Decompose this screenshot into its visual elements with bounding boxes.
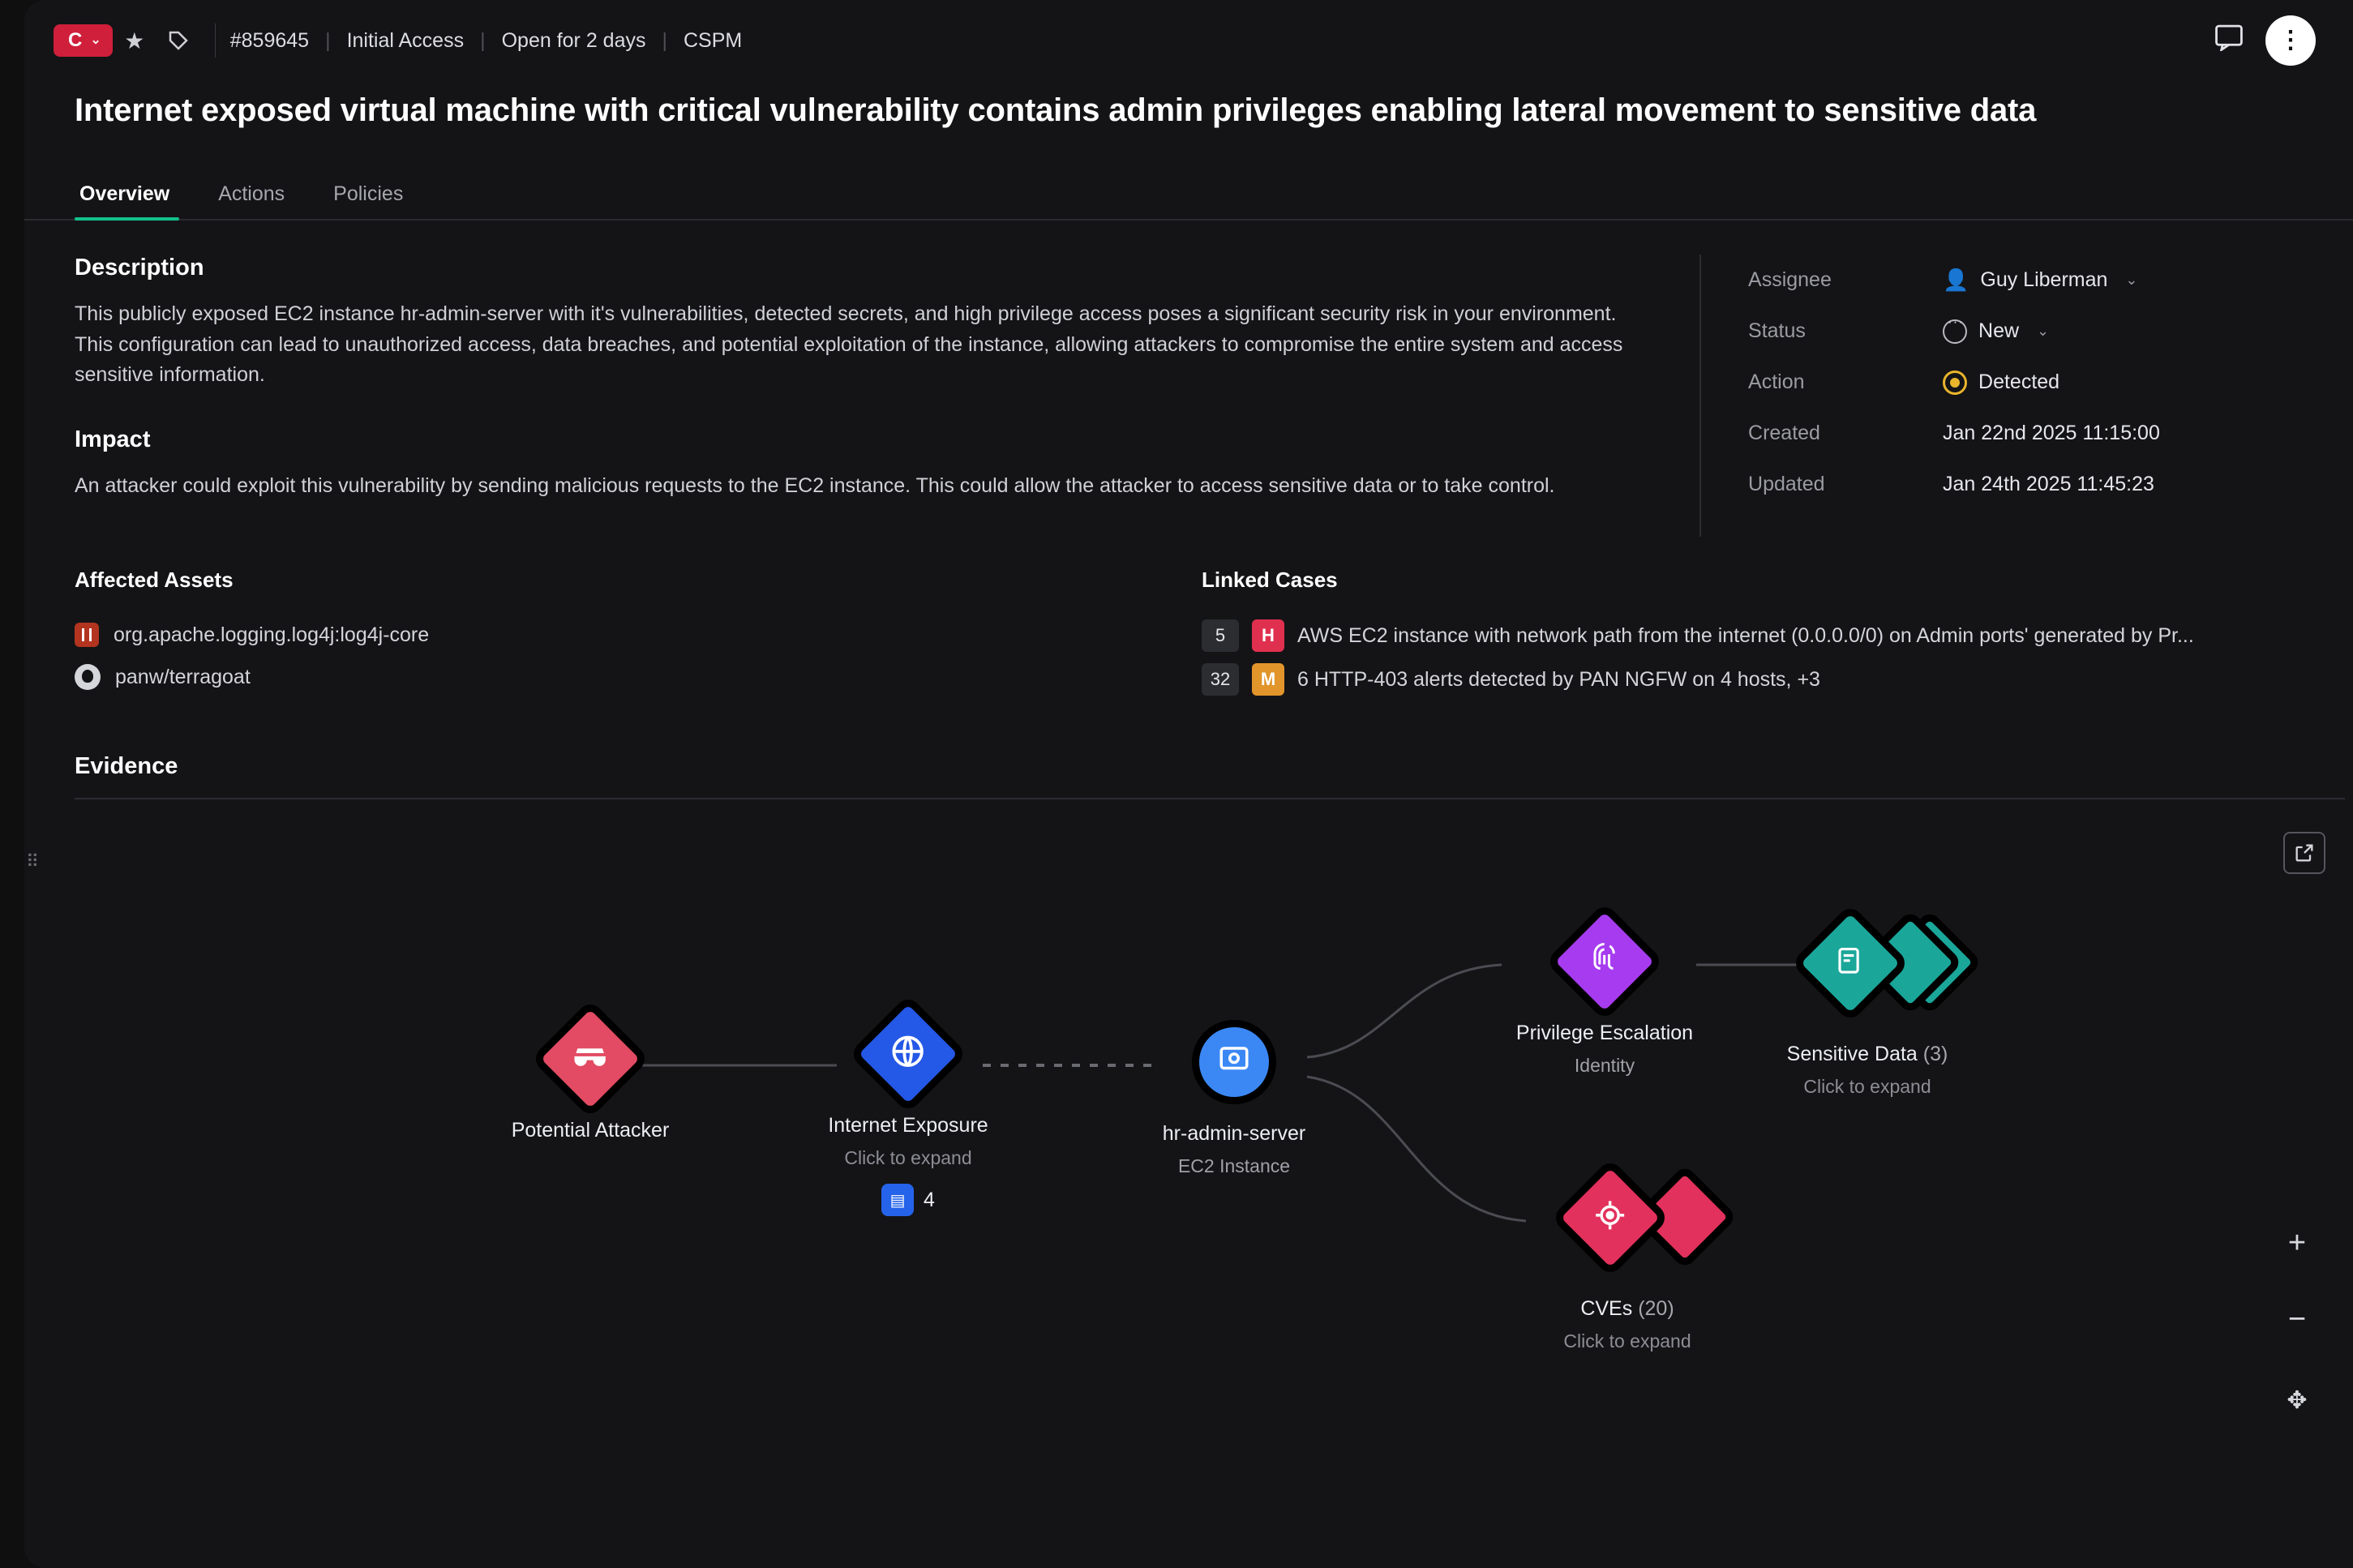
- fingerprint-icon: [1545, 902, 1664, 1021]
- description-heading: Description: [75, 255, 204, 281]
- kebab-icon: ⋮: [2278, 27, 2303, 54]
- person-icon: 👤: [1943, 268, 1969, 292]
- tactic-label: Initial Access: [346, 28, 465, 52]
- case-count-badge: 5: [1202, 619, 1239, 652]
- tab-actions[interactable]: Actions: [218, 182, 285, 205]
- meta-row-assignee: [1748, 255, 2303, 306]
- node-shape: [811, 1012, 1005, 1096]
- status-badge: H: [1252, 619, 1284, 652]
- github-icon: [75, 664, 101, 690]
- breadcrumb: [230, 29, 742, 53]
- stack-icon: ▤: [881, 1184, 914, 1216]
- panel-drag-handle[interactable]: ⠿: [26, 851, 41, 872]
- node-label: Potential Attacker: [511, 1119, 670, 1142]
- tab-policies[interactable]: Policies: [333, 182, 404, 205]
- evidence-heading: Evidence: [75, 753, 178, 779]
- node-label: hr-admin-server: [1162, 1122, 1306, 1145]
- severity-chip[interactable]: [54, 24, 113, 57]
- list-item[interactable]: [1202, 658, 2303, 701]
- action-value-group: [1943, 371, 2059, 395]
- asset-label: panw/terragoat: [115, 665, 251, 688]
- graph-node-cves[interactable]: [1526, 1174, 1729, 1352]
- assignee-value: Guy Liberman: [1980, 268, 2108, 291]
- node-badge[interactable]: [811, 1184, 1005, 1216]
- node-label: [1766, 1043, 1969, 1066]
- node-count: (3): [1922, 1043, 1948, 1065]
- chevron-down-icon: ⌄: [2037, 323, 2050, 339]
- meta-row-created: [1748, 408, 2303, 459]
- top-bar: [24, 0, 2353, 81]
- case-title: 6 HTTP-403 alerts detected by PAN NGFW on 4 hosts, +3: [1297, 667, 1820, 691]
- node-shape: [1137, 1020, 1331, 1104]
- node-sublabel: EC2 Instance: [1177, 1155, 1291, 1176]
- graph-node-sensitive-data[interactable]: [1766, 919, 1969, 1098]
- meta-panel: [1699, 255, 2303, 537]
- graph-node-hr-admin-server[interactable]: [1137, 1020, 1331, 1177]
- case-title: AWS EC2 instance with network path from the internet (0.0.0.0/0) on Admin ports' generated by Pr...: [1297, 623, 2194, 647]
- node-sublabel: Identity: [1574, 1055, 1635, 1076]
- created-label: Created: [1748, 422, 1820, 444]
- node-expand-hint[interactable]: Click to expand: [1803, 1076, 1931, 1097]
- zoom-in-button[interactable]: +: [2287, 1225, 2307, 1260]
- assets-cases-row: [75, 568, 2303, 701]
- severity-letter: C: [68, 29, 83, 51]
- list-item[interactable]: [75, 656, 1202, 698]
- zoom-out-button[interactable]: −: [2287, 1301, 2307, 1336]
- source-label: CSPM: [683, 28, 743, 52]
- status-label: Status: [1748, 319, 1806, 342]
- node-expand-hint[interactable]: Click to expand: [844, 1147, 972, 1168]
- status-value-group[interactable]: [1943, 319, 2049, 344]
- more-options-button[interactable]: [2265, 15, 2316, 66]
- impact-heading: Impact: [75, 426, 151, 452]
- created-value: Jan 22nd 2025 11:15:00: [1943, 422, 2160, 444]
- case-page: [24, 0, 2353, 1568]
- asset-label: org.apache.logging.log4j:log4j-core: [114, 623, 430, 646]
- case-id[interactable]: #859645: [229, 28, 310, 52]
- node-label: [1526, 1297, 1729, 1321]
- breadcrumb-divider: |: [480, 28, 486, 52]
- tag-icon[interactable]: [156, 19, 200, 62]
- node-label-text: CVEs: [1580, 1297, 1633, 1320]
- affected-assets-heading: Affected Assets: [75, 568, 234, 592]
- ec2-instance-icon: [1192, 1020, 1276, 1104]
- node-label: Internet Exposure: [828, 1114, 988, 1137]
- meta-row-action: [1748, 357, 2303, 408]
- node-label: Privilege Escalation: [1515, 1022, 1694, 1044]
- node-expand-hint[interactable]: Click to expand: [1563, 1330, 1691, 1352]
- status-value: New: [1978, 319, 2020, 342]
- globe-icon: [848, 994, 967, 1113]
- graph-node-privilege-escalation[interactable]: [1503, 919, 1706, 1077]
- impact-text: An attacker could exploit this vulnerability by sending malicious requests to the EC2 instance. This could allow the attacker to access sensitive data or to take control.: [75, 473, 1555, 497]
- graph-node-internet-exposure[interactable]: [811, 1012, 1005, 1216]
- divider: [215, 24, 216, 58]
- node-shape: [493, 1017, 688, 1101]
- open-duration-label: Open for 2 days: [501, 28, 646, 52]
- list-item[interactable]: [75, 614, 1202, 656]
- attacker-icon: [530, 999, 649, 1118]
- database-icon: [1790, 903, 1909, 1022]
- graph-node-attacker[interactable]: [493, 1017, 688, 1142]
- content-area: [24, 221, 2353, 1432]
- node-shape: [1766, 919, 1969, 1025]
- assignee-value-group[interactable]: [1943, 268, 2138, 293]
- assignee-label: Assignee: [1748, 268, 1832, 291]
- tab-overview[interactable]: Overview: [75, 182, 194, 219]
- comment-icon[interactable]: [2214, 24, 2244, 58]
- page-title: Internet exposed virtual machine with critical vulnerability contains admin privileges enabling lateral movement to sensitive data: [75, 92, 2037, 128]
- chevron-down-icon: ⌄: [2125, 272, 2138, 288]
- updated-label: Updated: [1748, 473, 1825, 495]
- meta-row-status: [1748, 306, 2303, 357]
- node-label-text: Sensitive Data: [1786, 1043, 1918, 1065]
- zoom-fit-button[interactable]: ✥: [2287, 1386, 2308, 1414]
- meta-row-updated: [1748, 459, 2303, 510]
- status-dots-icon: [1943, 319, 1967, 344]
- list-item[interactable]: [1202, 614, 2303, 658]
- breadcrumb-divider: |: [325, 28, 331, 52]
- action-label: Action: [1748, 371, 1805, 393]
- breadcrumb-divider: |: [662, 28, 667, 52]
- description-text: This publicly exposed EC2 instance hr-admin-server with it's vulnerabilities, detected secrets, and high privilege access poses a significant security risk in your environment. This configuration can lead to unauthorized access, data breaches, and potential exploitation of the instance, allowing attackers to compromise the entire system and access sensitive information.: [75, 302, 1623, 386]
- top-columns: [75, 255, 2303, 537]
- node-count: (20): [1638, 1297, 1674, 1320]
- node-shape: [1503, 919, 1706, 1004]
- node-shape: [1526, 1174, 1729, 1279]
- affected-assets-section: [75, 568, 1202, 701]
- tab-bar: [24, 153, 2353, 221]
- chevron-down-icon: ⌄: [90, 33, 101, 47]
- description-column: [75, 255, 1699, 537]
- evidence-graph[interactable]: [75, 799, 2345, 1432]
- updated-value: Jan 24th 2025 11:45:23: [1943, 473, 2154, 495]
- star-icon[interactable]: ★: [124, 28, 145, 54]
- node-badge-count: 4: [924, 1188, 935, 1211]
- detected-target-icon: [1943, 371, 1967, 395]
- package-icon: [75, 623, 99, 647]
- action-value: Detected: [1978, 371, 2060, 393]
- case-count-badge: 32: [1202, 663, 1239, 696]
- status-badge: M: [1252, 663, 1284, 696]
- linked-cases-heading: Linked Cases: [1202, 568, 1338, 592]
- linked-cases-section: [1202, 568, 2303, 701]
- cve-target-icon: [1550, 1158, 1669, 1277]
